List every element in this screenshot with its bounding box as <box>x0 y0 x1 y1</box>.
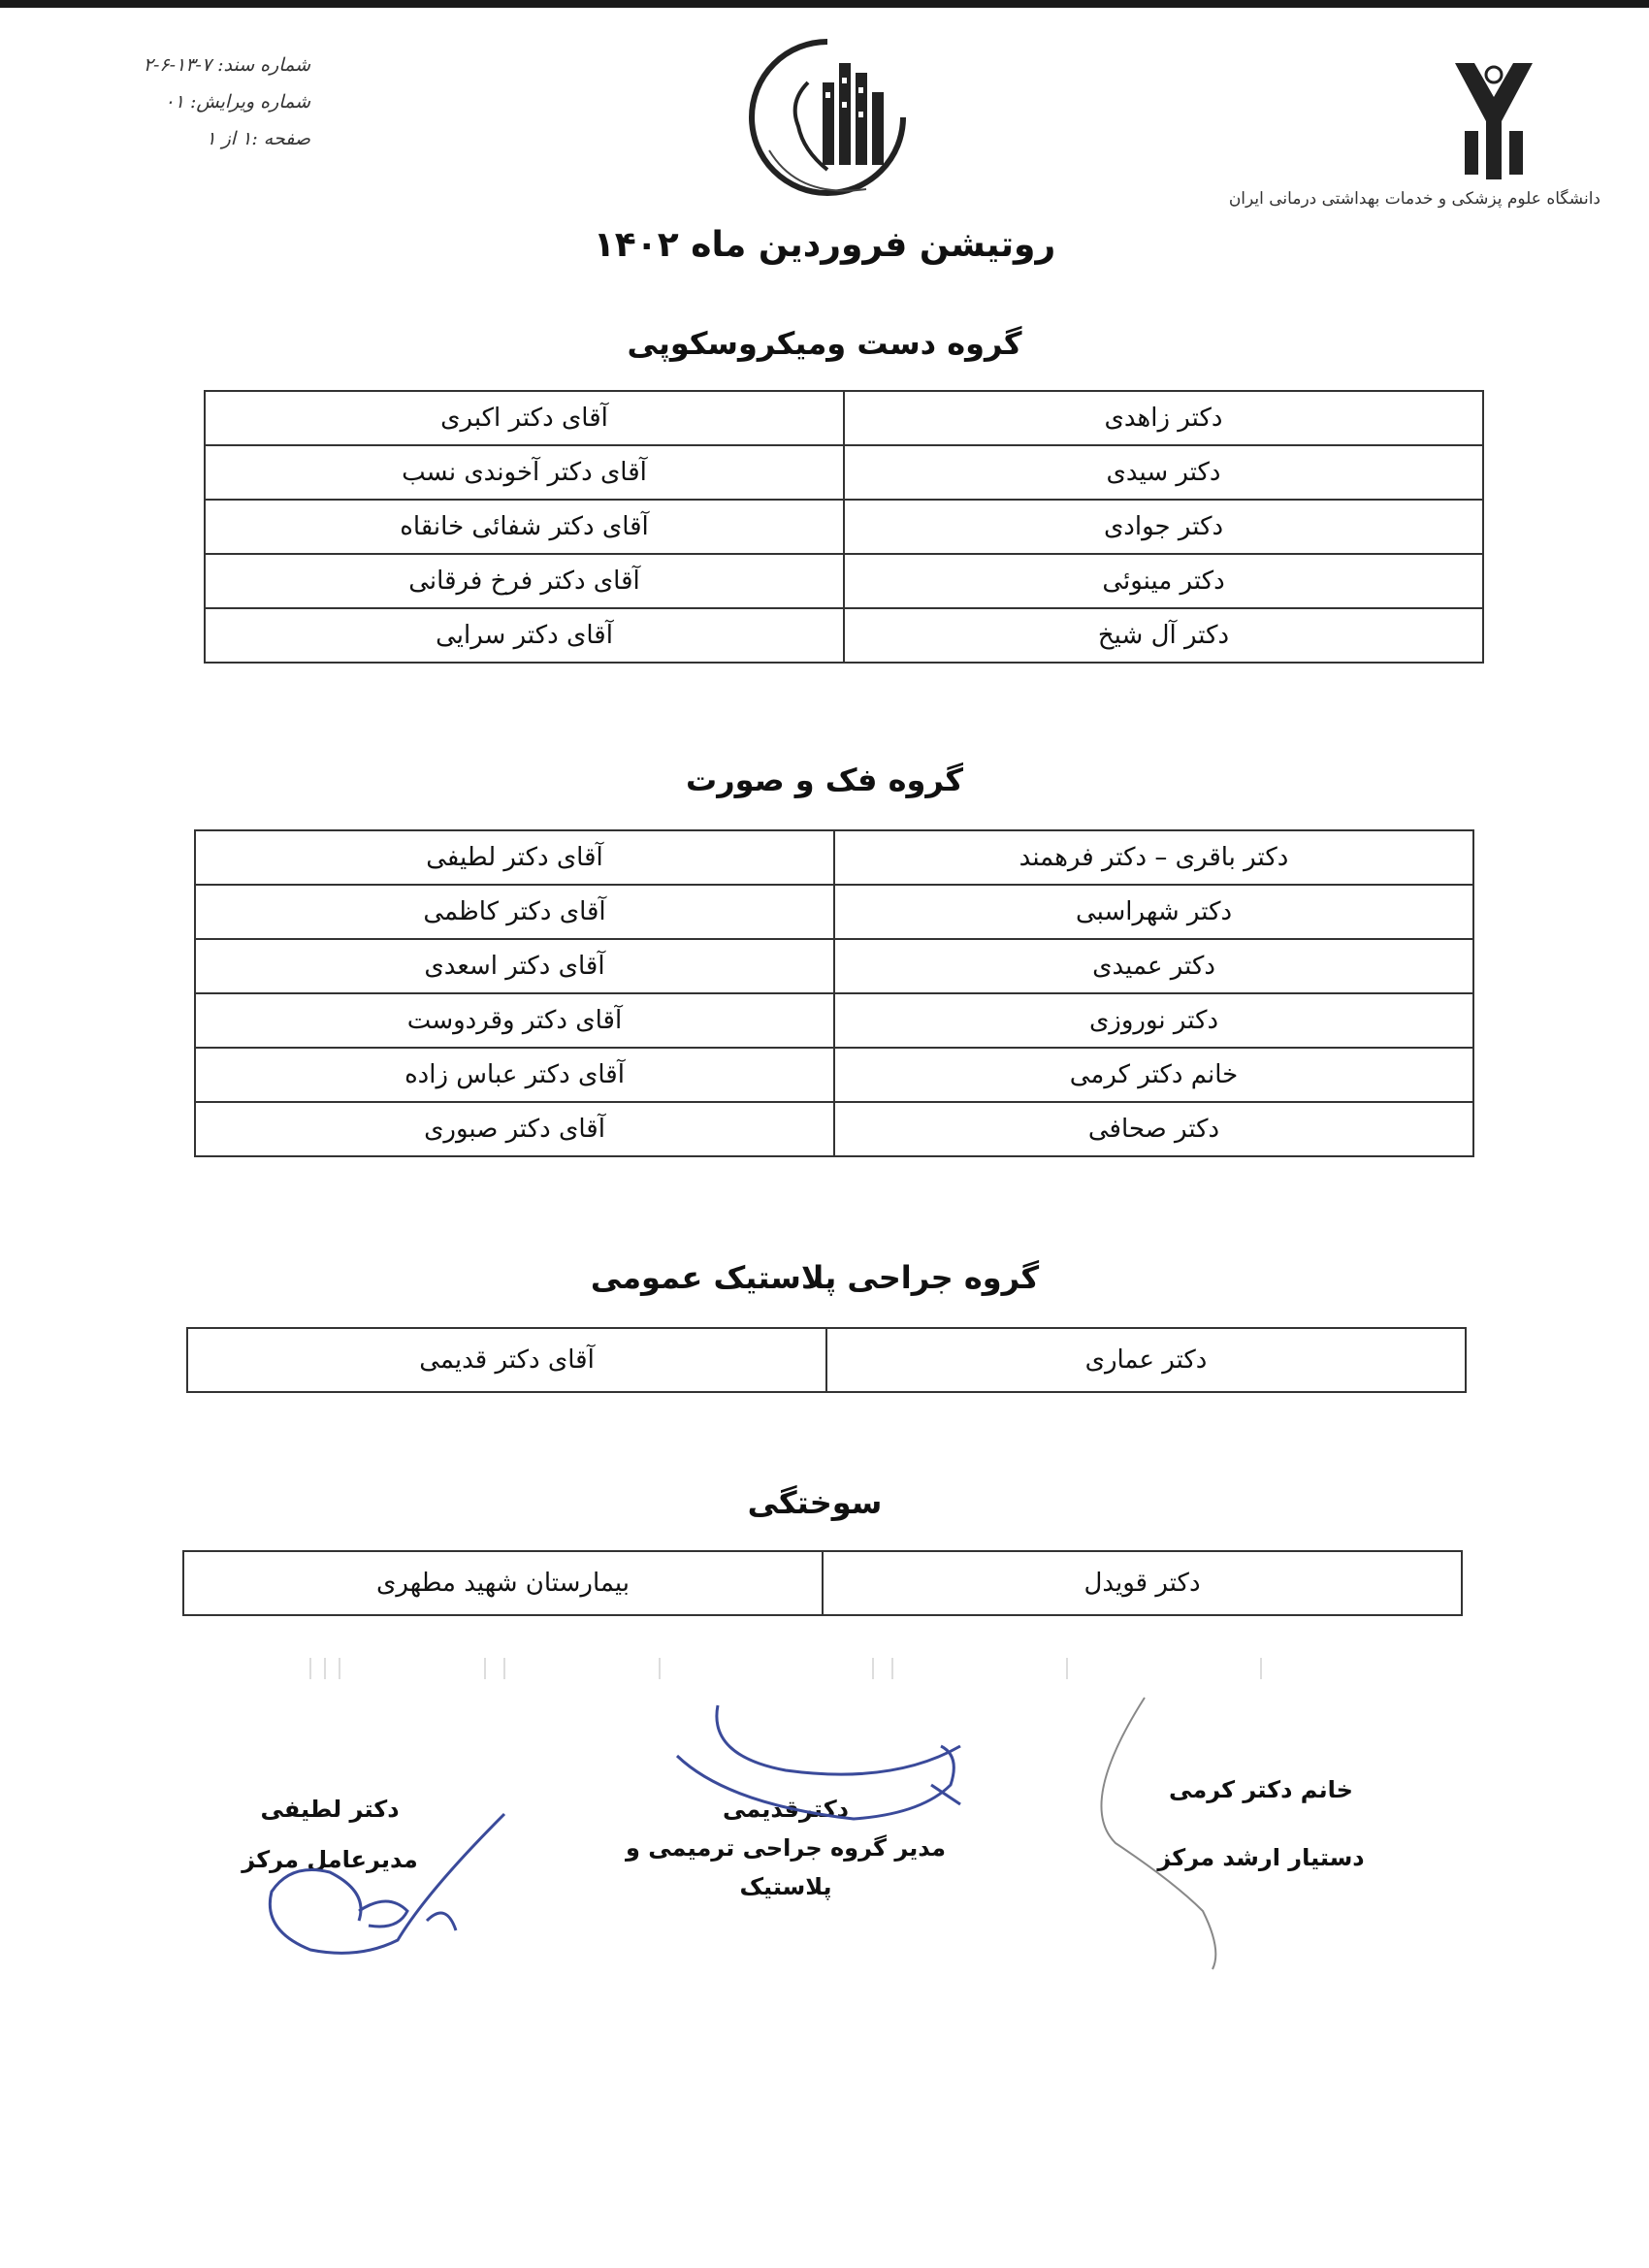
table-row <box>195 830 1473 885</box>
assistant-cell: آقای دکتر آخوندی نسب <box>205 445 844 500</box>
handwritten-signature-right <box>1057 1688 1251 1979</box>
doctor-cell: دکتر باقری – دکتر فرهمند <box>834 830 1473 885</box>
table-row <box>187 1328 1466 1392</box>
hospital-building-face-logo-icon <box>730 34 924 204</box>
university-logo <box>1228 53 1600 228</box>
table-row <box>195 939 1473 993</box>
doctor-cell: دکتر زاهدی <box>844 391 1483 445</box>
doctor-cell: دکتر نوروزی <box>834 993 1473 1048</box>
scan-noise <box>194 1654 1455 1683</box>
table-row <box>205 554 1483 608</box>
signer-name: دکترقدیمی <box>723 1796 849 1823</box>
doc-edition: شماره ویرایش: ۰۱ <box>164 91 310 113</box>
handwritten-signature-center <box>669 1698 989 1853</box>
signer-role: مدیرعامل مرکز <box>242 1846 418 1873</box>
assistant-cell: بیمارستان شهید مطهری <box>183 1551 823 1615</box>
doctor-cell: دکتر عمیدی <box>834 939 1473 993</box>
table-row <box>205 391 1483 445</box>
university-emblem-logo-icon <box>1445 53 1542 189</box>
doctor-cell: دکتر سیدی <box>844 445 1483 500</box>
doctor-cell: دکتر آل شیخ <box>844 608 1483 663</box>
assistant-cell: آقای دکتر سرایی <box>205 608 844 663</box>
assistant-cell: آقای دکتر لطیفی <box>195 830 834 885</box>
assistant-cell: آقای دکتر فرخ فرقانی <box>205 554 844 608</box>
table-row <box>195 1102 1473 1156</box>
table-maxillofacial <box>194 829 1474 1157</box>
table-row <box>195 993 1473 1048</box>
assistant-cell: آقای دکتر شفائی خانقاه <box>205 500 844 554</box>
doc-page: صفحه :۱ از ۱ <box>206 128 310 149</box>
doctor-cell: دکتر قویدل <box>823 1551 1462 1615</box>
assistant-cell: آقای دکتر صبوری <box>195 1102 834 1156</box>
table-row <box>205 500 1483 554</box>
assistant-cell: آقای دکتر کاظمی <box>195 885 834 939</box>
handwritten-signature-left <box>252 1804 524 1969</box>
group-title-general-plastic: گروه جراحی پلاستیک عمومی <box>590 1259 1040 1296</box>
signer-name: دکتر لطیفی <box>260 1796 400 1823</box>
table-row <box>205 608 1483 663</box>
doctor-cell: دکتر شهراسبی <box>834 885 1473 939</box>
doctor-cell: دکتر صحافی <box>834 1102 1473 1156</box>
table-row <box>195 885 1473 939</box>
page-title: روتیشن فروردین ماه ۱۴۰۲ <box>593 225 1056 265</box>
assistant-cell: آقای دکتر اسعدی <box>195 939 834 993</box>
assistant-cell: آقای دکتر اکبری <box>205 391 844 445</box>
group-title-burns: سوختگی <box>747 1484 883 1521</box>
table-row <box>183 1551 1462 1615</box>
group-title-hand-microscopy: گروه دست ومیکروسکوپی <box>627 325 1022 362</box>
table-row <box>205 445 1483 500</box>
signer-name: خانم دکتر کرمی <box>1169 1776 1353 1803</box>
table-hand-microscopy <box>204 390 1484 664</box>
assistant-cell: آقای دکتر عباس زاده <box>195 1048 834 1102</box>
doctor-cell: خانم دکتر کرمی <box>834 1048 1473 1102</box>
university-caption: دانشگاه علوم پزشکی و خدمات بهداشتی درمانی ایران <box>1228 189 1600 209</box>
center-logo <box>716 34 939 204</box>
doctor-cell: دکتر عماری <box>826 1328 1466 1392</box>
table-burns <box>182 1550 1463 1616</box>
scan-top-border <box>0 0 1649 8</box>
group-title-maxillofacial: گروه فک و صورت <box>686 761 963 798</box>
document-metadata <box>97 47 310 157</box>
table-row <box>195 1048 1473 1102</box>
doctor-cell: دکتر جوادی <box>844 500 1483 554</box>
assistant-cell: آقای دکتر قدیمی <box>187 1328 826 1392</box>
signer-role: دستیار ارشد مرکز <box>1157 1844 1365 1871</box>
assistant-cell: آقای دکتر وقردوست <box>195 993 834 1048</box>
doctor-cell: دکتر مینوئی <box>844 554 1483 608</box>
table-general-plastic <box>186 1327 1467 1393</box>
doc-number: شماره سند: ۷-۱۳-۶-۲ <box>143 54 310 76</box>
signer-role: مدیر گروه جراحی ترمیمی و پلاستیک <box>626 1834 946 1900</box>
